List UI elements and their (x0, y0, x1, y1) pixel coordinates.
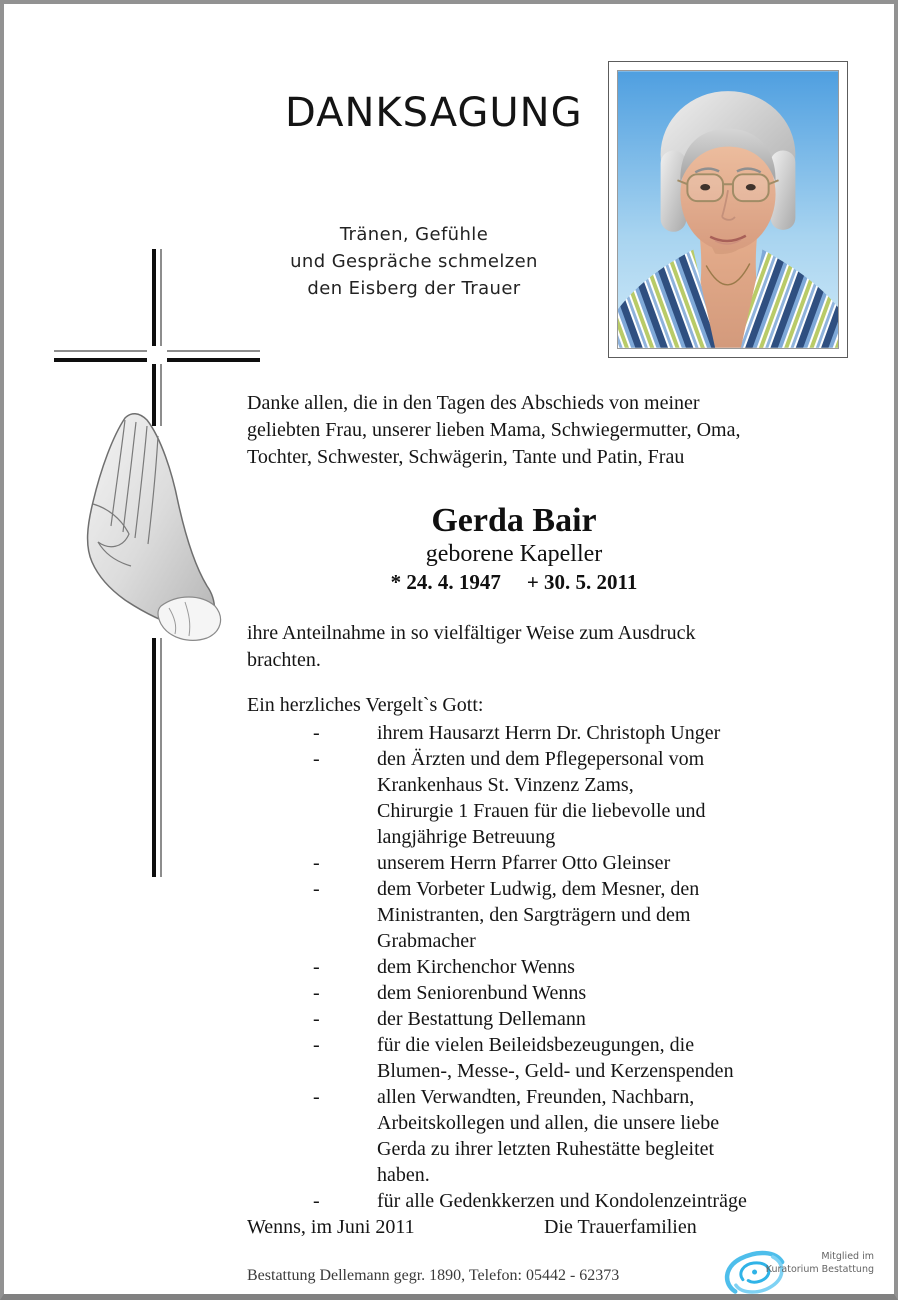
thanks-text: Grabmacher (377, 930, 476, 952)
thanks-heading: Ein herzliches Vergelt`s Gott: (247, 694, 484, 716)
bullet-dash: - (313, 878, 320, 900)
thanks-text: unserem Herrn Pfarrer Otto Gleinser (377, 852, 671, 874)
signature: Die Trauerfamilien (544, 1216, 697, 1238)
cross-horizontal-black-right (167, 358, 260, 362)
thanks-text: Krankenhaus St. Vinzenz Zams, (377, 774, 634, 796)
cross-vertical-gray-top (160, 249, 162, 346)
thanks-line (247, 720, 807, 746)
place-date: Wenns, im Juni 2011 (247, 1216, 415, 1238)
membership-text (756, 1251, 874, 1276)
life-dates (324, 569, 704, 595)
outro-line: brachten. (247, 649, 321, 671)
thanks-line (247, 1006, 807, 1032)
bullet-dash: - (313, 982, 320, 1004)
intro-line: Danke allen, die in den Tagen des Abschieds von meiner (247, 392, 700, 414)
thanks-line (247, 1058, 807, 1084)
thanks-text: haben. (377, 1164, 430, 1186)
thanks-text: Arbeitskollegen und allen, die unsere liebe (377, 1112, 720, 1134)
intro-line: geliebten Frau, unserer lieben Mama, Schwiegermutter, Oma, (247, 419, 741, 441)
thanks-text: Chirurgie 1 Frauen für die liebevolle und (377, 800, 706, 822)
thanks-text: Ministranten, den Sargträgern und dem (377, 904, 691, 926)
thanks-line (247, 798, 807, 824)
thanks-text: für alle Gedenkkerzen und Kondolenzeinträge (377, 1190, 747, 1212)
funeral-home-footer: Bestattung Dellemann gegr. 1890, Telefon: 05442 - 62373 (247, 1267, 620, 1284)
poem (244, 221, 584, 302)
bullet-dash: - (313, 1008, 320, 1030)
thanks-line (247, 1110, 807, 1136)
thanks-text: den Ärzten und dem Pflegepersonal vom (377, 748, 705, 770)
membership-badge (714, 1243, 876, 1300)
thanks-line (247, 1136, 807, 1162)
thanks-text: für die vielen Beileidsbezeugungen, die (377, 1034, 695, 1056)
thanks-line (247, 980, 807, 1006)
praying-hands-icon (64, 410, 236, 650)
thanks-text: dem Seniorenbund Wenns (377, 982, 587, 1004)
thanks-line (247, 876, 807, 902)
bullet-dash (247, 1110, 377, 1136)
thanks-line (247, 1188, 807, 1214)
bullet-dash (247, 902, 377, 928)
deceased-name: Gerda Bair (431, 502, 597, 539)
thanks-line (247, 746, 807, 772)
signoff (247, 1216, 807, 1239)
cross-horizontal-black-left (54, 358, 147, 362)
thanks-text: dem Vorbeter Ludwig, dem Mesner, den (377, 878, 700, 900)
deceased-block (324, 502, 704, 595)
thanks-line (247, 1084, 807, 1110)
thanks-line (247, 928, 807, 954)
birth-date: * 24. 4. 1947 (390, 570, 501, 594)
thanks-text: der Bestattung Dellemann (377, 1008, 586, 1030)
poem-line: und Gespräche schmelzen (290, 251, 538, 272)
bullet-dash: - (313, 748, 320, 770)
bullet-dash: - (313, 852, 320, 874)
thanks-line (247, 1162, 807, 1188)
thanks-line (247, 902, 807, 928)
poem-line: Tränen, Gefühle (339, 224, 489, 245)
cross-vertical-black-top (152, 249, 156, 346)
thanks-line (247, 954, 807, 980)
bullet-dash (247, 928, 377, 954)
outro-paragraph (247, 620, 807, 674)
bullet-dash: - (313, 1190, 320, 1212)
thanks-line (247, 824, 807, 850)
bullet-dash: - (313, 1034, 320, 1056)
thanks-text: langjährige Betreuung (377, 826, 556, 848)
bullet-dash (247, 824, 377, 850)
thanks-text: dem Kirchenchor Wenns (377, 956, 575, 978)
outro-line: ihre Anteilnahme in so vielfältiger Weise zum Ausdruck (247, 622, 696, 644)
bullet-dash: - (313, 956, 320, 978)
thanks-text: Blumen-, Messe-, Geld- und Kerzenspenden (377, 1060, 734, 1082)
membership-line: Kuratorium Bestattung (765, 1263, 874, 1275)
thanks-list (247, 720, 807, 1214)
thanks-text: ihrem Hausarzt Herrn Dr. Christoph Unger (377, 722, 721, 744)
thanks-line (247, 850, 807, 876)
bullet-dash (247, 798, 377, 824)
page-title: DANKSAGUNG (285, 90, 583, 136)
thanks-line (247, 772, 807, 798)
cross-horizontal-gray-left (54, 350, 147, 352)
thanks-line (247, 1032, 807, 1058)
thanks-text: Gerda zu ihrer letzten Ruhestätte begleitet (377, 1138, 715, 1160)
maiden-name: geborene Kapeller (425, 541, 603, 567)
death-date: + 30. 5. 2011 (526, 570, 638, 594)
bullet-dash (247, 772, 377, 798)
bullet-dash (247, 1136, 377, 1162)
intro-line: Tochter, Schwester, Schwägerin, Tante und Patin, Frau (247, 446, 685, 468)
bullet-dash: - (313, 722, 320, 744)
cross-horizontal-gray-right (167, 350, 260, 352)
bullet-dash: - (313, 1086, 320, 1108)
bullet-dash (247, 1058, 377, 1084)
poem-line: den Eisberg der Trauer (307, 278, 521, 299)
bullet-dash (247, 1162, 377, 1188)
portrait-photo (608, 61, 848, 358)
thanks-text: allen Verwandten, Freunden, Nachbarn, (377, 1086, 695, 1108)
intro-paragraph (247, 390, 807, 471)
membership-line: Mitglied im (821, 1251, 874, 1262)
